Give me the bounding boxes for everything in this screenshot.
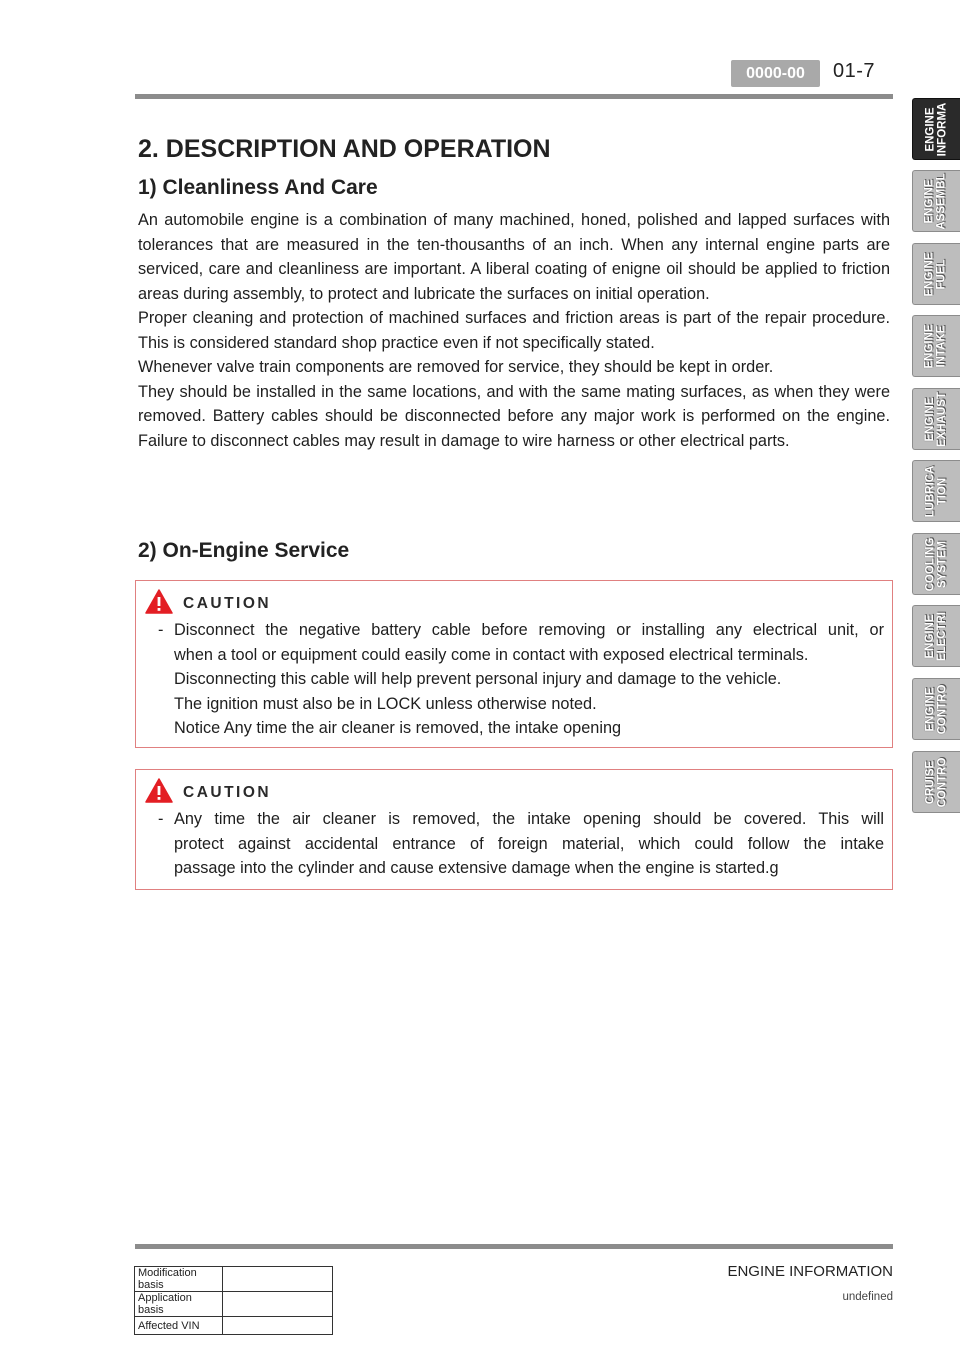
tab-lubrication[interactable]: [912, 460, 960, 522]
caution-text: [174, 807, 884, 881]
cleanliness-body: [138, 208, 890, 453]
body-paragraph: Whenever valve train components are removed for service, they should be kept in order.: [138, 358, 774, 376]
caution-box: [135, 769, 893, 890]
caution-line: when a tool or equipment could easily come in contact with exposed electrical terminals.: [174, 645, 809, 664]
body-paragraph: Proper cleaning and protection of machined surfaces and friction areas is part of the repair procedure. This is considered standard shop practice even if not specifically stated.: [138, 309, 890, 352]
table-cell-label: Modification basis: [135, 1267, 223, 1292]
caution-line: Any time the air cleaner is removed, the intake opening should be covered. This will: [174, 810, 884, 828]
caution-item: [158, 618, 884, 741]
caution-body: [158, 618, 884, 741]
table-row: [135, 1292, 333, 1317]
page-title: 2. DESCRIPTION AND OPERATION: [138, 135, 551, 163]
tab-engine-control[interactable]: [912, 678, 960, 740]
caution-item: [158, 807, 884, 881]
caution-body: [158, 807, 884, 881]
caution-box: [135, 580, 893, 748]
warning-triangle-icon: [145, 589, 173, 619]
body-paragraph: They should be installed in the same locations, and with the same mating surfaces, as when they were removed. Battery cables should be disconnected before any major work is performed on the engine. Failure to disconnect cables may result in damage to wire harness or other electrical parts.: [138, 382, 890, 450]
caution-line: protect against accidental entrance of foreign material, which could follow the intake: [174, 834, 884, 853]
table-row: [135, 1317, 333, 1335]
tab-engine-fuel[interactable]: [912, 243, 960, 305]
tab-label: ENGINE ASSEMBL: [924, 172, 948, 230]
table-row: [135, 1267, 333, 1292]
table-cell-label: Affected VIN: [135, 1317, 223, 1335]
tab-label: CRUISE CONTRO: [924, 757, 948, 807]
caution-header: [145, 778, 271, 808]
tab-label: ENGINE EXHAUST: [924, 391, 948, 447]
caution-text: [174, 618, 884, 741]
caution-line: Disconnect the negative battery cable before removing or installing any electrical unit, or: [174, 621, 884, 639]
tab-engine-information[interactable]: [912, 98, 960, 160]
warning-triangle-icon: [145, 778, 173, 808]
table-cell-value: [223, 1317, 333, 1335]
caution-line: Disconnecting this cable will help prevent personal injury and damage to the vehicle.: [174, 670, 782, 688]
list-dash: -: [158, 621, 164, 639]
side-tab-nav: [912, 0, 960, 1358]
tab-engine-exhaust[interactable]: [912, 388, 960, 450]
tab-label: ENGINE FUEL: [924, 251, 948, 297]
tab-label: ENGINE CONTRO: [924, 684, 948, 734]
modification-table: [134, 1266, 333, 1335]
caution-header: [145, 589, 271, 619]
list-dash: -: [158, 810, 164, 828]
caution-title: CAUTION: [183, 595, 272, 612]
tab-cruise-control[interactable]: [912, 751, 960, 813]
body-paragraph: An automobile engine is a combination of many machined, honed, polished and lapped surfaces with tolerances that are measured in the ten-thousanths of an inch. When any internal engine parts are serviced, care and cleanliness are important. A liberal coating of enigne oil should be applied to friction areas during assembly, to protect and lubricate the surfaces on initial operation.: [138, 211, 890, 303]
header-divider: [135, 94, 893, 99]
footer-divider: [135, 1244, 893, 1249]
section-heading-on-engine-service: 2) On-Engine Service: [138, 539, 350, 562]
tab-engine-assembly[interactable]: [912, 170, 960, 232]
tab-engine-electrical[interactable]: [912, 605, 960, 667]
caution-line: passage into the cylinder and cause extensive damage when the engine is started.g: [174, 859, 779, 877]
tab-cooling-system[interactable]: [912, 533, 960, 595]
table-cell-value: [223, 1267, 333, 1292]
table-cell-label: Application basis: [135, 1292, 223, 1317]
caution-line: Notice Any time the air cleaner is removed, the intake opening: [174, 719, 622, 737]
tab-label: COOLING SYSTEM: [924, 537, 948, 591]
caution-title: CAUTION: [183, 784, 272, 801]
tab-label: ENGINE INTAKE: [924, 323, 948, 369]
tab-label: LUBRICA TION: [924, 465, 948, 517]
section-code-badge: 0000-00: [731, 60, 820, 87]
tab-label: ENGINE ELECTRI: [924, 611, 948, 661]
tab-label: ENGINE INFORMA: [924, 102, 948, 156]
footer-title: ENGINE INFORMATION: [727, 1263, 893, 1280]
section-heading-cleanliness: 1) Cleanliness And Care: [138, 176, 378, 199]
caution-line: The ignition must also be in LOCK unless otherwise noted.: [174, 694, 597, 713]
table-cell-value: [223, 1292, 333, 1317]
tab-engine-intake[interactable]: [912, 315, 960, 377]
footer-subtitle: undefined: [842, 1291, 893, 1303]
page-number: 01-7: [833, 60, 876, 82]
